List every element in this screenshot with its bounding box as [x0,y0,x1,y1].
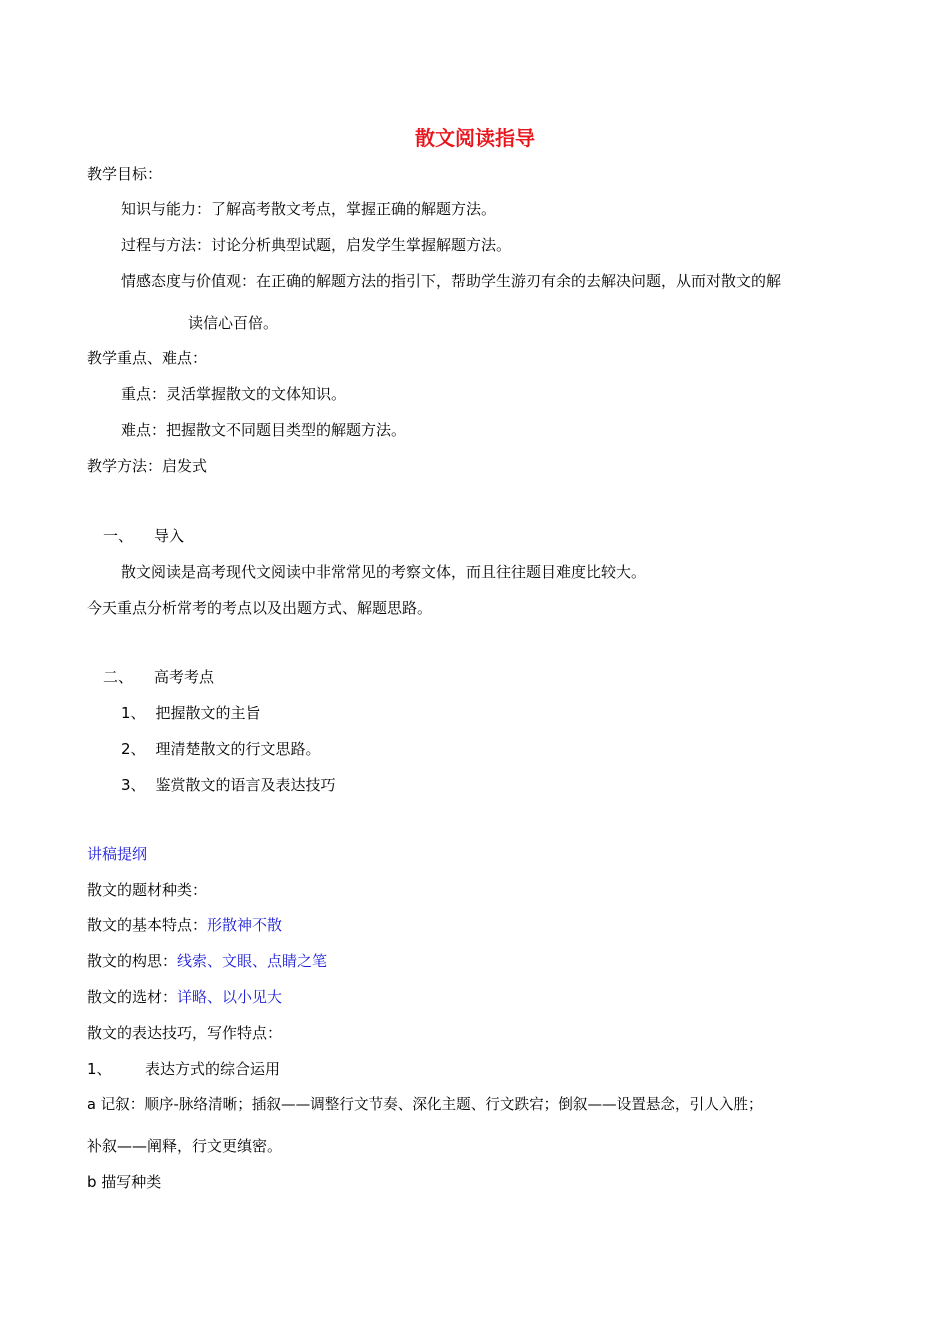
exam-point-item-3 [121,775,336,795]
key-point: 重点：灵活掌握散文的文体知识。 [121,385,347,403]
list-item-text: 鉴赏散文的语言及表达技巧 [155,776,336,794]
objective-knowledge: 知识与能力：了解高考散文考点，掌握正确的解题方法。 [121,200,497,218]
outline-types: 散文的题材种类： [87,881,208,899]
section1-title: 导入 [154,527,185,545]
page-title: 散文阅读指导 [415,126,535,150]
difficult-point: 难点：把握散文不同题目类型的解题方法。 [121,421,407,439]
objective-process: 过程与方法：讨论分析典型试题，启发学生掌握解题方法。 [121,236,512,254]
section2-number: 二、 [103,668,134,686]
list-item-text: 理清楚散文的行文思路。 [155,740,321,758]
section2-title: 高考考点 [154,668,215,686]
outline-techniques: 散文的表达技巧，写作特点： [87,1024,283,1042]
key-points-heading: 教学重点、难点： [87,349,208,367]
outline-structure [87,951,327,971]
teaching-method: 教学方法：启发式 [87,457,208,475]
section1-number: 一、 [103,527,134,545]
narration-line2: 补叙——阐释，行文更缜密。 [87,1137,283,1155]
outline-item-1-text: 表达方式的综合运用 [145,1060,281,1078]
list-number: 1、 [121,704,146,722]
outline-features [87,915,282,935]
selection-value: 详略、以小见大 [177,988,283,1006]
outline-item-1-number: 1、 [87,1060,112,1078]
exam-point-item-1 [121,703,261,723]
list-number: 2、 [121,740,146,758]
objective-emotion-line1: 情感态度与价值观：在正确的解题方法的指引下，帮助学生游刃有余的去解决问题，从而对散文的解 [121,272,782,290]
section1-paragraph-line2: 今天重点分析常考的考点以及出题方式、解题思路。 [87,599,433,617]
list-number: 3、 [121,776,146,794]
features-label: 散文的基本特点： [87,916,208,934]
exam-point-item-2 [121,739,321,759]
list-item-text: 把握散文的主旨 [155,704,261,722]
outline-heading: 讲稿提纲 [87,845,148,863]
features-value: 形散神不散 [207,916,283,934]
objectives-heading: 教学目标： [87,165,163,183]
narration-line1: a 记叙：顺序-脉络清晰；插叙——调整行文节奏、深化主题、行文跌宕；倒叙——设置悬念，引人入胜； [87,1096,763,1113]
section1-paragraph-line1: 散文阅读是高考现代文阅读中非常常见的考察文体，而且往往题目难度比较大。 [121,563,647,581]
description-types: b 描写种类 [87,1173,162,1191]
selection-label: 散文的选材： [87,988,178,1006]
objective-emotion-line2: 读信心百倍。 [188,314,279,332]
structure-label: 散文的构思： [87,952,178,970]
outline-selection [87,987,282,1007]
structure-value: 线索、文眼、点睛之笔 [177,952,328,970]
